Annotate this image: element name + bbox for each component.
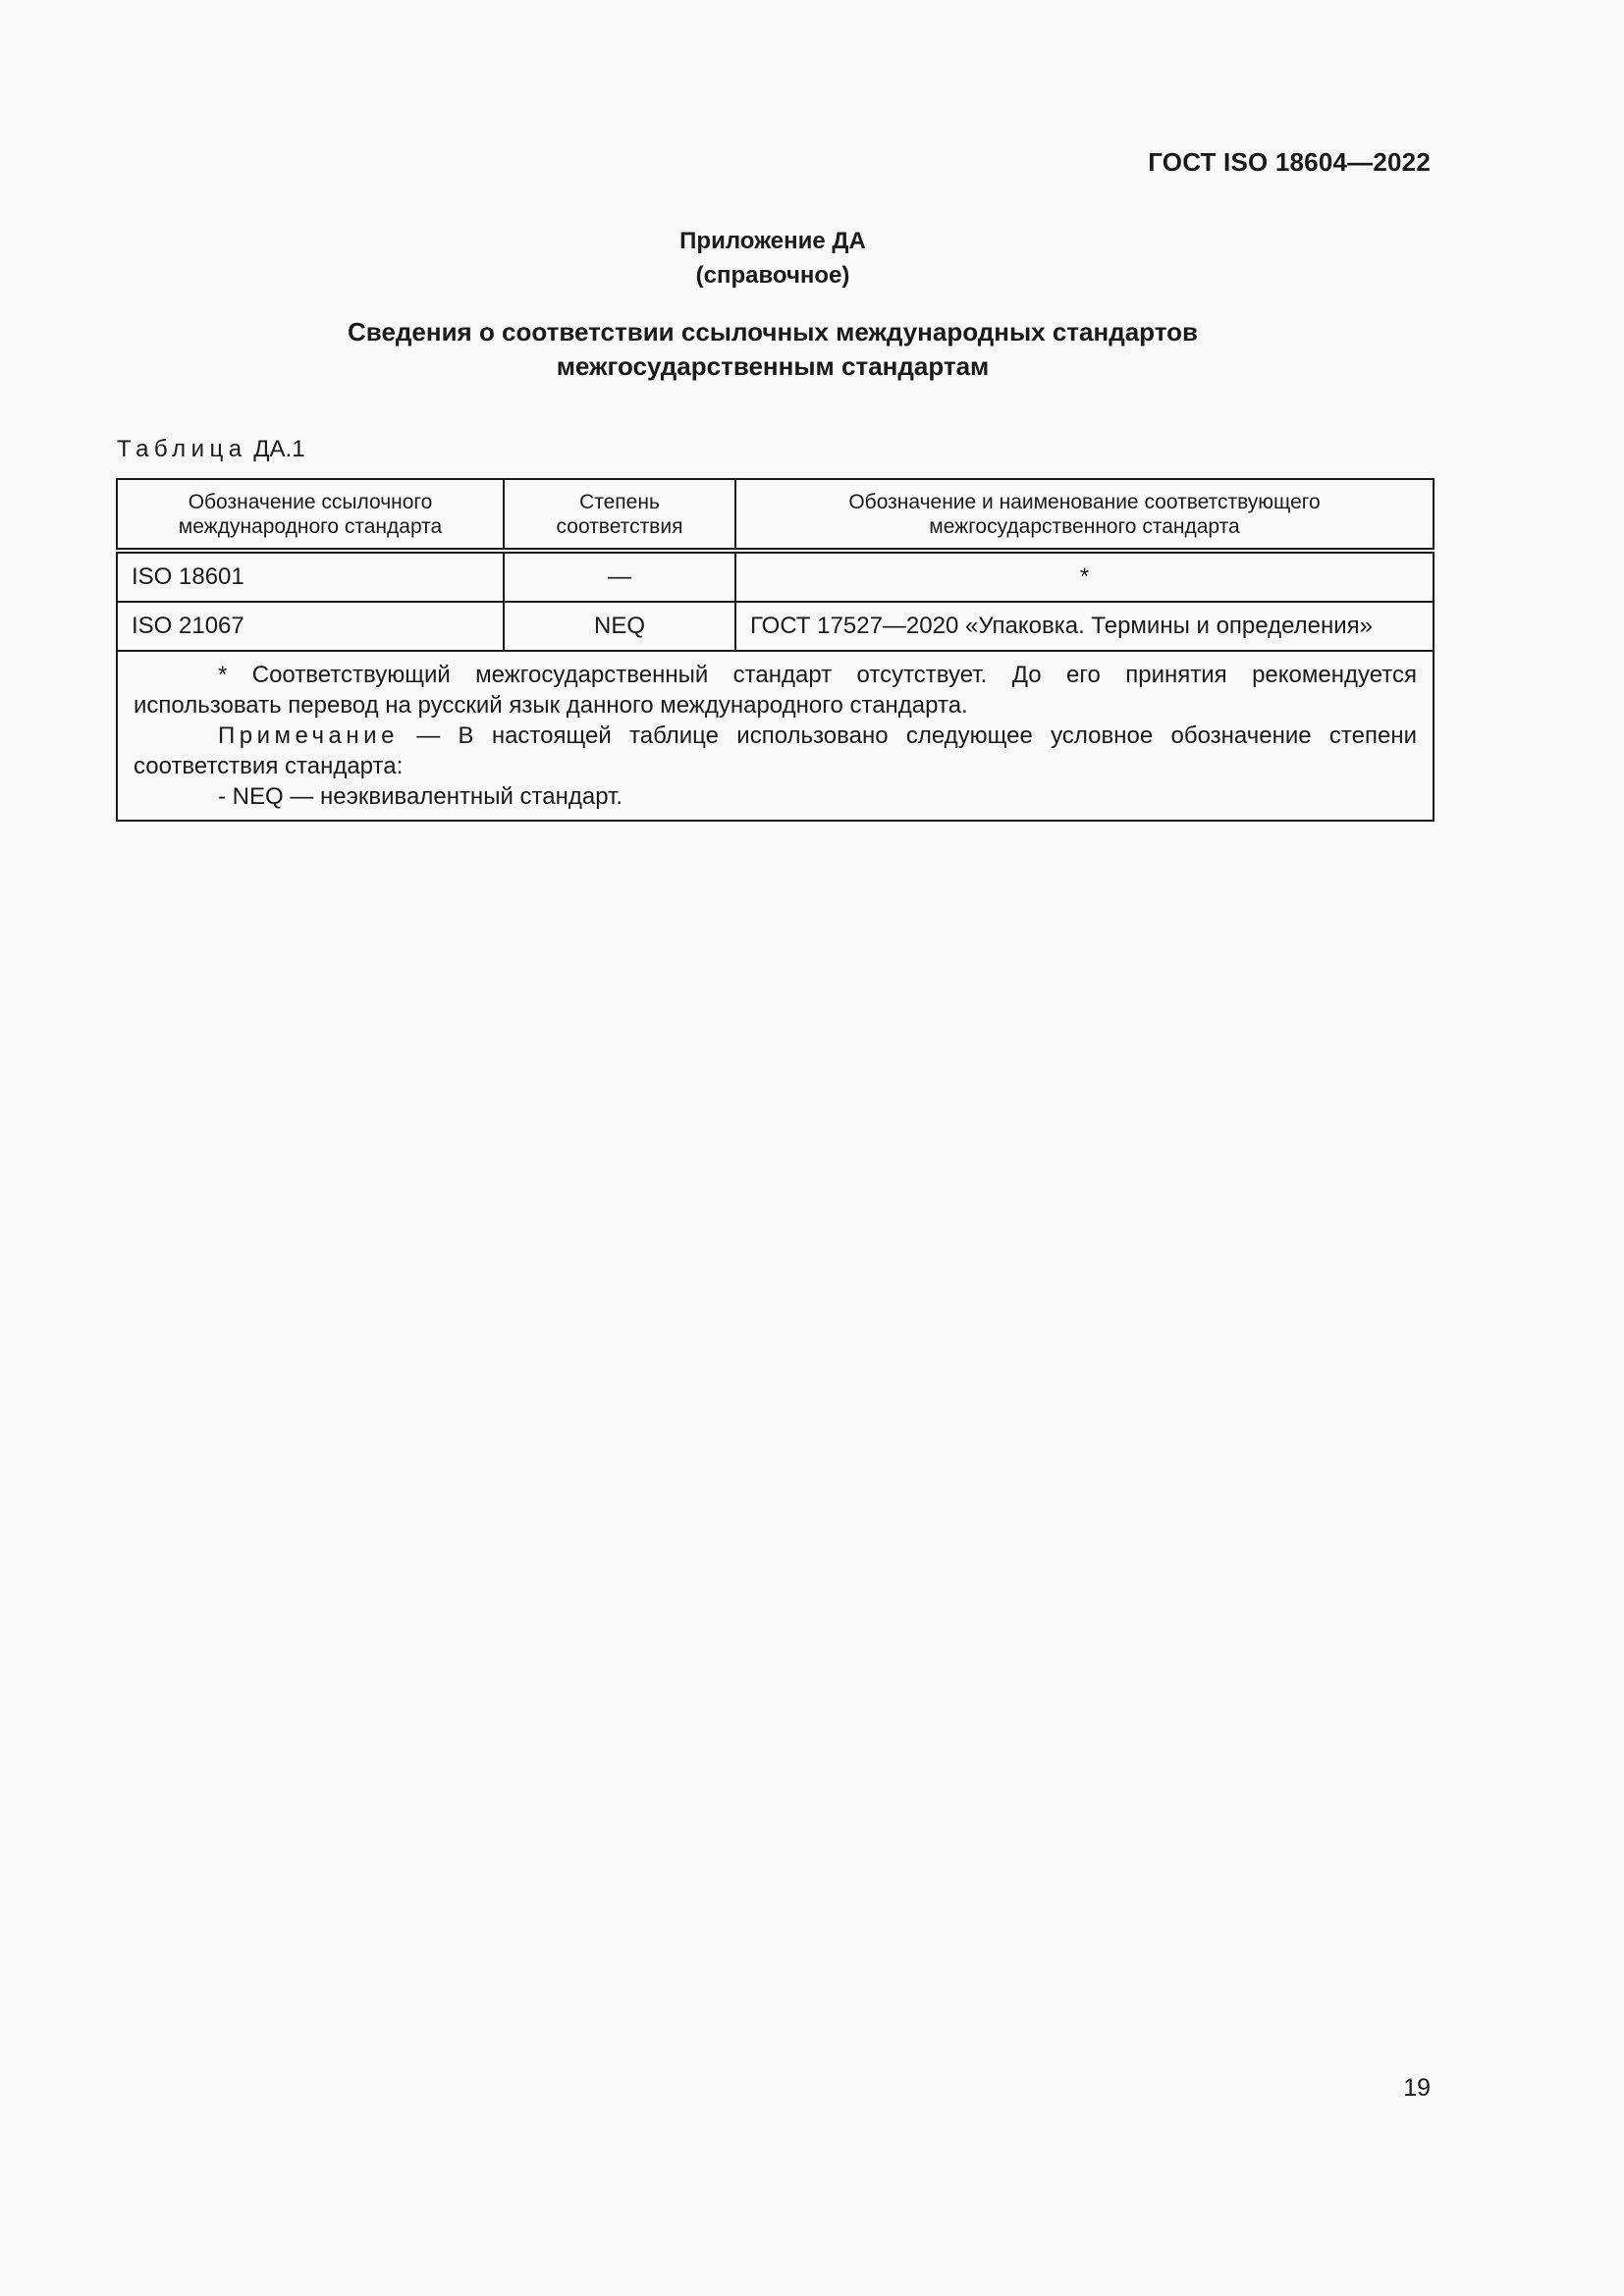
section-heading (0, 315, 1545, 384)
note-label: Примечание (218, 722, 399, 749)
section-heading-line-1: Сведения о соответствии ссылочных международных стандартов (348, 317, 1198, 347)
cell-interstate-standard: ГОСТ 17527—2020 «Упаковка. Термины и определения» (735, 602, 1434, 651)
cell-degree: — (504, 551, 735, 602)
cell-reference-standard: ISO 21067 (117, 602, 504, 651)
appendix-block (0, 224, 1545, 293)
table-caption (117, 436, 305, 463)
table-footnote: * Соответствующий межгосударственный стандарт отсутствует. До его принятия рекомендуется использовать перевод на русский язык данного международного стандарта. (134, 662, 1417, 719)
reference-standards-table (116, 478, 1435, 822)
appendix-title: Приложение ДА (679, 228, 866, 254)
column-header-reference-standard: Обозначение ссылочного международного стандарта (117, 479, 504, 551)
appendix-subtitle: (справочное) (695, 262, 850, 289)
section-heading-line-2: межгосударственным стандартам (556, 351, 990, 381)
column-header-interstate-standard: Обозначение и наименование соответствующего межгосударственного стандарта (735, 479, 1434, 551)
table-header-row (117, 479, 1434, 551)
table-notes-cell (117, 651, 1434, 821)
table-note (134, 721, 1417, 781)
note-item: - NEQ — неэквивалентный стандарт. (218, 783, 623, 810)
table-row (117, 551, 1434, 602)
document-code: ГОСТ ISO 18604—2022 (1148, 147, 1431, 177)
page-number: 19 (1403, 2074, 1431, 2102)
cell-degree: NEQ (504, 602, 735, 651)
table-caption-number: ДА.1 (253, 436, 305, 462)
note-text: — В настоящей таблице использовано следующее условное обозначение степени соответствия стандарта: (134, 722, 1417, 779)
cell-interstate-standard: * (735, 551, 1434, 602)
table-caption-word: Таблица (117, 436, 247, 462)
column-header-degree: Степень соответствия (504, 479, 735, 551)
table-notes-row (117, 651, 1434, 821)
cell-reference-standard: ISO 18601 (117, 551, 504, 602)
table-row (117, 602, 1434, 651)
